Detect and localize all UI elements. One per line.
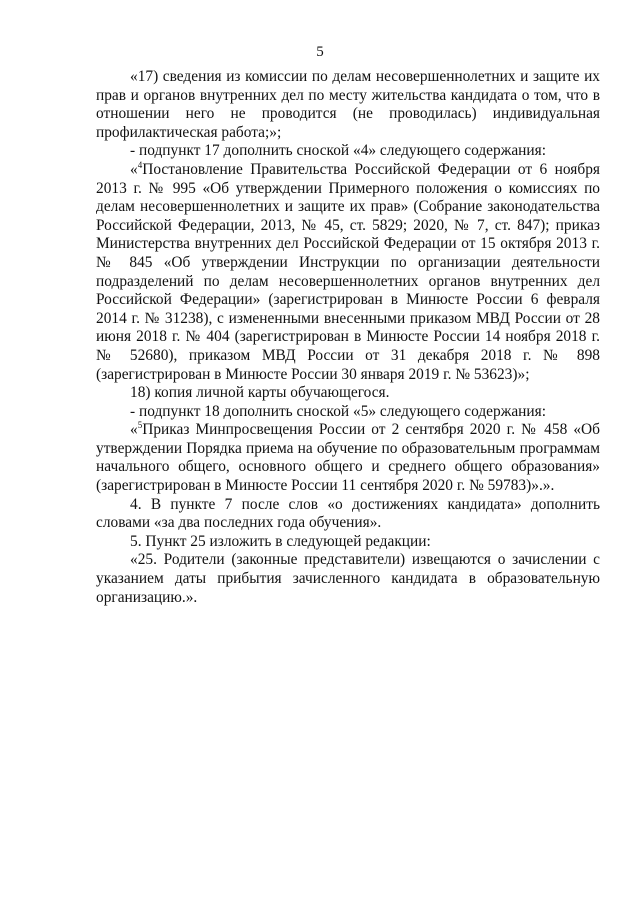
- paragraph-item-25: «25. Родители (законные представители) извещаются о зачислении с указанием даты прибытия зачисленного кандидата в образовательную организацию.».: [96, 551, 600, 606]
- paragraph-footnote-4-instruction: - подпункт 17 дополнить сноской «4» следующего содержания:: [130, 142, 546, 160]
- paragraph-item-5: 5. Пункт 25 изложить в следующей редакции:: [130, 532, 431, 550]
- page-number: 5: [316, 44, 324, 60]
- paragraph-item-4: 4. В пункте 7 после слов «о достижениях кандидата» дополнить словами «за два последних года обучения».: [96, 495, 600, 532]
- footnote-5-marker: 5: [137, 420, 143, 431]
- paragraph-item-17: «17) сведения из комиссии по делам несовершеннолетних и защите их прав и органов внутренних дел по месту жительства кандидата о том, что в отношении него не проводится (не проводилась) индивидуальная профилактическая работа;»;: [96, 68, 600, 141]
- footnote-4-open-quote: «: [130, 160, 138, 178]
- footnote-5-open-quote: «: [130, 421, 138, 439]
- paragraph-footnote-4-text: [96, 161, 600, 384]
- paragraph-footnote-5-text: [96, 421, 600, 495]
- footnote-5-body: Приказ Минпросвещения России от 2 сентября 2020 г. № 458 «Об утверждении Порядка приема на обучение по образовательным программам начального общего, основного общего и среднего общего образования» (зарегистрирован в Минюсте России 11 сентября 2020 г. № 59783)».».: [96, 421, 600, 495]
- paragraph-item-18: 18) копия личной карты обучающегося.: [130, 384, 390, 402]
- footnote-4-body: Постановление Правительства Российской Федерации от 6 ноября 2013 г. № 995 «Об утверждении Примерного положения о комиссиях по делам несовершеннолетних и защите их прав» (Собрание законодательства Российской Федерации, 2013, № 45, ст. 5829; 2020, № 7, ст. 847); приказ Министерства внутренних дел Российской Федерации от 15 октября 2013 г. № 845 «Об утверждении Инструкции по организации деятельности подразделений по делам несовершеннолетних органов внутренних дел Российской Федерации» (зарегистрирован в Минюсте России 6 февраля 2014 г. № 31238), с измененными внесенными приказом МВД России от 28 июня 2018 г. № 404 (зарегистрирован в Минюсте России 14 ноября 2018 г. № 52680), приказом МВД России от 31 декабря 2018 г. № 898 (зарегистрирован в Минюсте России 30 января 2019 г. № 53623)»;: [96, 160, 600, 383]
- paragraph-footnote-5-instruction: - подпункт 18 дополнить сноской «5» следующего содержания:: [130, 402, 546, 420]
- footnote-4-marker: 4: [137, 159, 143, 170]
- document-body: [96, 68, 600, 607]
